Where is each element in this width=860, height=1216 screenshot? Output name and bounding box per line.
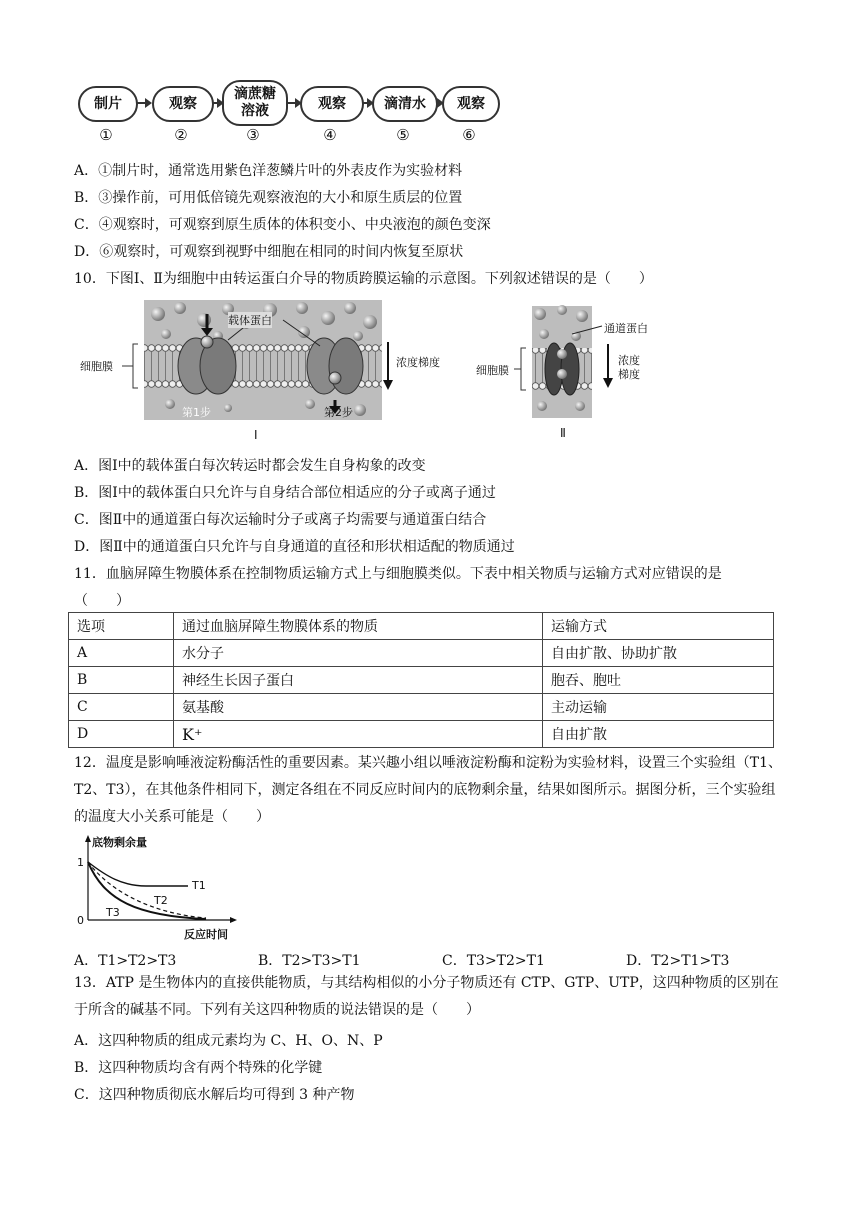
q12-stem: 12．温度是影响唾液淀粉酶活性的重要因素。某兴趣小组以唾液淀粉酶和淀粉为实验材料，设置三个实验组（T1、T2、T3），在其他条件相同下，测定各组在不同反应时间内的底物剩余量，结果如图所示。据图分析，三个实验组的温度大小关系可能是（ ） — [74, 755, 783, 825]
label-gradient-2a: 浓度 — [618, 354, 640, 367]
q12-option-b: B．T2>T3>T1 — [258, 953, 361, 969]
q12-option-c: C．T3>T2>T1 — [442, 953, 545, 969]
membrane-illustration-1 — [78, 300, 488, 445]
flow-step-4: 观察 — [300, 86, 364, 122]
table-cell: D — [69, 721, 174, 748]
flow-num-1: ① — [99, 126, 113, 144]
flow-num-4: ④ — [323, 126, 337, 144]
table-header-cell: 运输方式 — [543, 613, 774, 640]
membrane-illustration-2 — [476, 302, 696, 447]
label-step-2: 第2步 — [324, 406, 353, 419]
series-T1-line — [88, 862, 188, 886]
table-cell: 氨基酸 — [174, 694, 543, 721]
flow-step-6: 观察 — [442, 86, 500, 122]
q10-option-a: A．图Ⅰ中的载体蛋白每次转运时都会发生自身构象的改变 — [74, 458, 426, 474]
q12-option-a: A．T1>T2>T3 — [74, 953, 177, 969]
q13-option-a: A．这四种物质的组成元素均为 C、H、O、N、P — [74, 1033, 383, 1049]
table-cell: K⁺ — [174, 721, 543, 748]
flow-num-6: ⑥ — [462, 126, 476, 144]
flow-num-2: ② — [174, 126, 188, 144]
table-cell: C — [69, 694, 174, 721]
table-row — [69, 640, 774, 667]
q12-chart — [76, 834, 246, 944]
figure-1-carrier-protein — [78, 300, 488, 445]
chart-ytick-1: 1 — [77, 856, 84, 869]
q9-option-a: A．①制片时，通常选用紫色洋葱鳞片叶的外表皮作为实验材料 — [74, 163, 463, 179]
q9-option-c: C．④观察时，可观察到原生质体的体积变小、中央液泡的颜色变深 — [74, 217, 491, 233]
q10-stem: 10．下图Ⅰ、Ⅱ为细胞中由转运蛋白介导的物质跨膜运输的示意图。下列叙述错误的是（ ） — [74, 271, 653, 287]
q13-option-b: B．这四种物质均含有两个特殊的化学键 — [74, 1060, 323, 1076]
flow-arrow — [212, 102, 222, 104]
table-cell: 胞吞、胞吐 — [543, 667, 774, 694]
flow-num-5: ⑤ — [396, 126, 410, 144]
q9-option-d: D．⑥观察时，可观察到视野中细胞在相同的时间内恢复至原状 — [74, 244, 464, 260]
chart-xlabel: 反应时间 — [184, 928, 228, 941]
table-cell: A — [69, 640, 174, 667]
table-row — [69, 694, 774, 721]
q10-option-b: B．图Ⅰ中的载体蛋白只允许与自身结合部位相适应的分子或离子通过 — [74, 485, 496, 501]
experiment-flow — [76, 80, 496, 150]
flow-step-3: 滴蔗糖 溶液 — [222, 80, 288, 126]
table-header-cell: 通过血脑屏障生物膜体系的物质 — [174, 613, 543, 640]
label-gradient-1: 浓度梯度 — [396, 356, 440, 369]
q13-option-c: C．这四种物质彻底水解后均可得到 3 种产物 — [74, 1087, 355, 1103]
flow-arrow — [362, 102, 372, 104]
flow-step-1: 制片 — [78, 86, 138, 122]
label-roman-2: Ⅱ — [560, 426, 566, 440]
flow-arrow — [286, 102, 300, 104]
label-roman-1: Ⅰ — [254, 428, 258, 442]
table-row — [69, 721, 774, 748]
label-cell-membrane-1: 细胞膜 — [80, 360, 113, 373]
chart-ytick-0: 0 — [77, 914, 84, 927]
label-step-1: 第1步 — [182, 406, 211, 419]
chart-label-T2: T2 — [154, 894, 168, 907]
label-cell-membrane-2: 细胞膜 — [476, 364, 509, 377]
table-cell: 神经生长因子蛋白 — [174, 667, 543, 694]
q10-option-d: D．图Ⅱ中的通道蛋白只允许与自身通道的直径和形状相适配的物质通过 — [74, 539, 515, 555]
q11-table — [68, 612, 774, 748]
table-header-row — [69, 613, 774, 640]
table-cell: 自由扩散、协助扩散 — [543, 640, 774, 667]
q13-stem: 13．ATP 是生物体内的直接供能物质，与其结构相似的小分子物质还有 CTP、GTP、UTP，这四种物质的区别在于所含的碱基不同。下列有关这四种物质的说法错误的是（ ） — [74, 975, 779, 1018]
flow-arrow — [136, 102, 150, 104]
label-gradient-2b: 梯度 — [618, 368, 640, 381]
table-cell: 主动运输 — [543, 694, 774, 721]
table-row — [69, 667, 774, 694]
chart-ylabel: 底物剩余量 — [92, 836, 147, 849]
flow-step-5: 滴清水 — [372, 86, 438, 122]
q12-option-d: D．T2>T1>T3 — [626, 953, 730, 969]
flow-step-2: 观察 — [152, 86, 214, 122]
q11-stem-paren: （ ） — [74, 593, 130, 609]
chart-label-T3: T3 — [106, 906, 120, 919]
flow-num-3: ③ — [246, 126, 260, 144]
table-cell: 水分子 — [174, 640, 543, 667]
q10-option-c: C．图Ⅱ中的通道蛋白每次运输时分子或离子均需要与通道蛋白结合 — [74, 512, 487, 528]
table-cell: B — [69, 667, 174, 694]
table-header-cell: 选项 — [69, 613, 174, 640]
q11-stem: 11．血脑屏障生物膜体系在控制物质运输方式上与细胞膜类似。下表中相关物质与运输方式对应错误的是 — [74, 566, 722, 582]
label-channel-protein: 通道蛋白 — [604, 322, 648, 335]
figure-2-channel-protein — [476, 302, 696, 447]
chart-label-T1: T1 — [192, 879, 206, 892]
q9-option-b: B．③操作前，可用低倍镜先观察液泡的大小和原生质层的位置 — [74, 190, 463, 206]
table-cell: 自由扩散 — [543, 721, 774, 748]
label-carrier-protein: 载体蛋白 — [228, 314, 272, 327]
